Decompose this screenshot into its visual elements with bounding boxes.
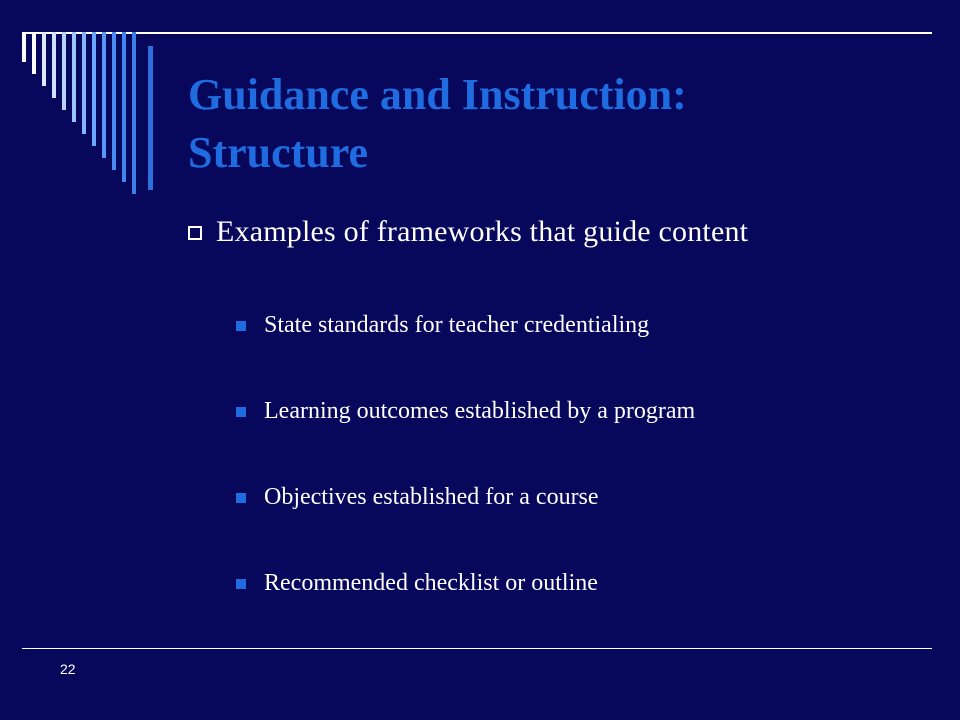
title-line-1: Guidance and Instruction:: [188, 70, 687, 119]
deco-bar: [72, 32, 76, 122]
deco-bar: [148, 46, 153, 190]
sub-bullet-item: [236, 484, 599, 511]
page-number: 22: [60, 661, 76, 677]
main-bullet-text: Examples of frameworks that guide content: [216, 215, 749, 248]
square-bullet-icon: [236, 493, 246, 503]
title-line-2: Structure: [188, 128, 369, 177]
square-bullet-icon: [236, 579, 246, 589]
slide-title: [188, 66, 687, 182]
decorative-bar-graphic: [22, 32, 162, 202]
deco-bar: [42, 32, 46, 86]
deco-bar: [82, 32, 86, 134]
sub-bullet-text: Recommended checklist or outline: [264, 570, 598, 596]
sub-bullet-item: [236, 398, 695, 425]
sub-bullet-item: [236, 312, 649, 339]
square-bullet-icon: [236, 321, 246, 331]
square-bullet-icon: [236, 407, 246, 417]
sub-bullet-text: Objectives established for a course: [264, 484, 599, 510]
sub-bullet-text: Learning outcomes established by a program: [264, 398, 696, 424]
sub-bullet-item: [236, 570, 598, 597]
deco-bar: [62, 32, 66, 110]
deco-bar: [22, 32, 26, 62]
deco-bar: [92, 32, 96, 146]
sub-bullet-text: State standards for teacher credentialing: [264, 312, 650, 338]
deco-bar: [132, 32, 136, 194]
deco-bar: [112, 32, 116, 170]
deco-bar: [32, 32, 36, 74]
deco-bar: [122, 32, 126, 182]
deco-bar: [102, 32, 106, 158]
deco-bar: [52, 32, 56, 98]
bottom-divider-line: [22, 648, 932, 649]
main-bullet: [188, 215, 748, 249]
hollow-square-bullet-icon: [188, 226, 202, 240]
